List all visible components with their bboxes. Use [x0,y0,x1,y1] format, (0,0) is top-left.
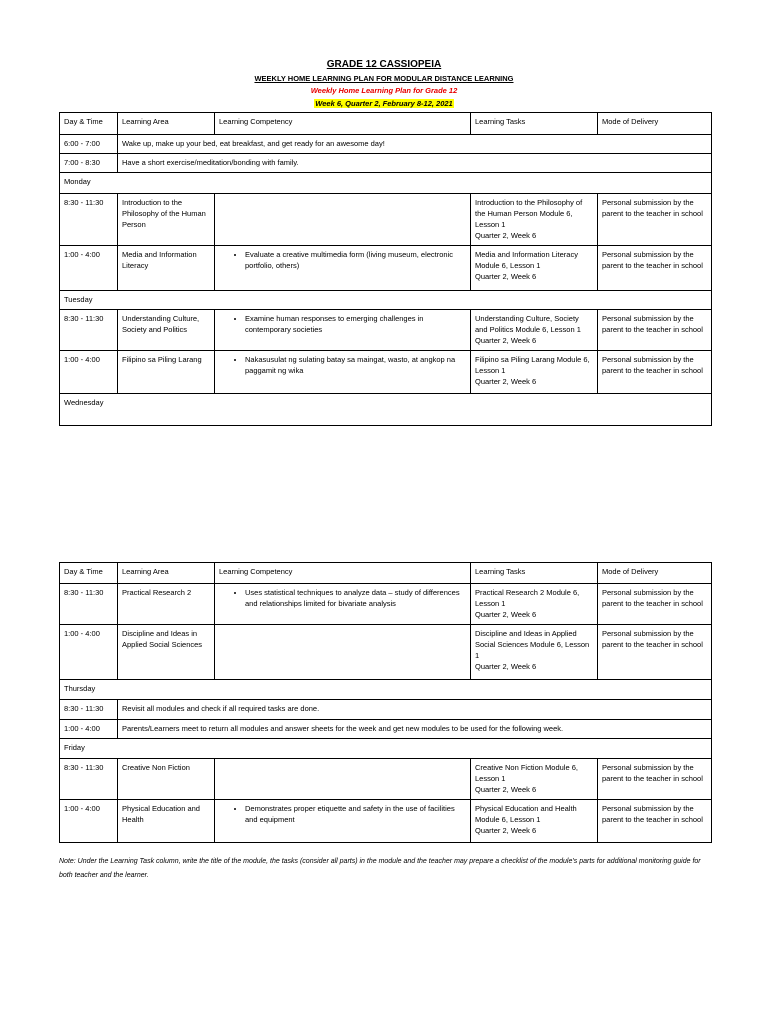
col-day-time: Day & Time [60,563,118,584]
plan-name: Weekly Home Learning Plan for Grade 12 [310,86,458,95]
task-cell [471,800,598,843]
competency-item: • Uses statistical techniques to analyze data – study of differences and relationships limited for bivariate analysis [245,587,466,609]
task-cell [471,584,598,625]
task-text: Physical Education and Health Module 6, Lesson 1 [475,804,577,824]
delivery-cell: Personal submission by the parent to the teacher in school [598,759,712,800]
time-cell: 1:00 - 4:00 [60,800,118,843]
table-row [60,246,712,291]
time-cell: 8:30 - 11:30 [60,194,118,246]
competency-cell [215,584,471,625]
day-row-thursday [60,680,712,700]
delivery-cell: Personal submission by the parent to the teacher in school [598,800,712,843]
task-quarter: Quarter 2, Week 6 [475,377,537,386]
competency-cell [215,625,471,680]
col-day-time: Day & Time [60,113,118,135]
col-learning-tasks: Learning Tasks [471,113,598,135]
task-text: Understanding Culture, Society and Politics Module 6, Lesson 1 [475,314,581,334]
page-title: GRADE 12 CASSIOPEIA [326,59,442,70]
task-cell [471,625,598,680]
competency-item: • Demonstrates proper etiquette and safety in the use of facilities and equipment [245,803,466,825]
table-row [60,700,712,720]
task-cell [471,351,598,394]
time-cell: 8:30 - 11:30 [60,759,118,800]
delivery-cell: Personal submission by the parent to the teacher in school [598,310,712,351]
day-row-tuesday [60,291,712,310]
task-text: Media and Information Literacy Module 6, Lesson 1 [475,250,578,270]
col-learning-competency: Learning Competency [215,113,471,135]
time-cell: 1:00 - 4:00 [60,720,118,739]
col-mode-of-delivery: Mode of Delivery [598,113,712,135]
table-row [60,759,712,800]
area-cell: Practical Research 2 [118,584,215,625]
routine-cell: Wake up, make up your bed, eat breakfast, and get ready for an awesome day! [118,135,712,154]
competency-cell [215,351,471,394]
day-label: Tuesday [60,291,712,310]
area-cell: Discipline and Ideas in Applied Social Sciences [118,625,215,680]
competency-item: • Evaluate a creative multimedia form (living museum, electronic portfolio, others) [245,249,466,271]
schedule-table-1 [59,112,712,426]
time-cell: 8:30 - 11:30 [60,700,118,720]
competency-cell [215,800,471,843]
competency-cell [215,246,471,291]
page-subtitle: WEEKLY HOME LEARNING PLAN FOR MODULAR DISTANCE LEARNING [254,74,514,83]
task-cell [471,246,598,291]
day-row-wednesday [60,394,712,426]
col-learning-area: Learning Area [118,563,215,584]
task-text: Practical Research 2 Module 6, Lesson 1 [475,588,580,608]
task-text: Introduction to the Philosophy of the Human Person Module 6, Lesson 1 [475,198,583,229]
task-cell [471,310,598,351]
day-row-monday [60,173,712,194]
competency-cell [215,194,471,246]
activity-cell: Revisit all modules and check if all required tasks are done. [118,700,712,720]
table-row [60,135,712,154]
competency-cell [215,310,471,351]
schedule-table-2 [59,562,712,843]
table-header-row [60,113,712,135]
task-cell [471,759,598,800]
table-row [60,584,712,625]
week-info-highlight: Week 6, Quarter 2, February 8-12, 2021 [315,99,453,108]
table-row [60,800,712,843]
day-label: Thursday [60,680,712,700]
delivery-cell: Personal submission by the parent to the teacher in school [598,584,712,625]
area-cell: Introduction to the Philosophy of the Human Person [118,194,215,246]
area-cell: Media and Information Literacy [118,246,215,291]
table-row [60,351,712,394]
table-header-row [60,563,712,584]
task-cell [471,194,598,246]
table-row [60,194,712,246]
table-row [60,310,712,351]
time-cell: 1:00 - 4:00 [60,246,118,291]
activity-cell: Parents/Learners meet to return all modules and answer sheets for the week and get new modules to be used for the following week. [118,720,712,739]
week-info [0,99,768,108]
table-row [60,720,712,739]
table-row [60,625,712,680]
competency-cell [215,759,471,800]
day-label: Wednesday [60,394,712,426]
delivery-cell: Personal submission by the parent to the teacher in school [598,246,712,291]
delivery-cell: Personal submission by the parent to the teacher in school [598,351,712,394]
task-quarter: Quarter 2, Week 6 [475,272,537,281]
area-cell: Understanding Culture, Society and Politics [118,310,215,351]
col-learning-tasks: Learning Tasks [471,563,598,584]
time-cell: 6:00 - 7:00 [60,135,118,154]
time-cell: 8:30 - 11:30 [60,310,118,351]
task-quarter: Quarter 2, Week 6 [475,610,537,619]
time-cell: 8:30 - 11:30 [60,584,118,625]
task-quarter: Quarter 2, Week 6 [475,785,537,794]
task-quarter: Quarter 2, Week 6 [475,662,537,671]
day-row-friday [60,739,712,759]
time-cell: 7:00 - 8:30 [60,154,118,173]
footnote: Note: Under the Learning Task column, write the title of the module, the tasks (consider all parts) in the module and the teacher may prepare a checklist of the module’s parts for additional monitoring guide for both teacher and the learner. [59,858,701,879]
competency-item: • Examine human responses to emerging challenges in contemporary societies [245,313,466,335]
task-text: Creative Non Fiction Module 6, Lesson 1 [475,763,578,783]
delivery-cell: Personal submission by the parent to the teacher in school [598,194,712,246]
col-mode-of-delivery: Mode of Delivery [598,563,712,584]
col-learning-competency: Learning Competency [215,563,471,584]
time-cell: 1:00 - 4:00 [60,625,118,680]
routine-cell: Have a short exercise/meditation/bonding with family. [118,154,712,173]
day-label: Friday [60,739,712,759]
task-text: Filipino sa Piling Larang Module 6, Lesson 1 [475,355,590,375]
area-cell: Creative Non Fiction [118,759,215,800]
competency-item: • Nakasusulat ng sulating batay sa maingat, wasto, at angkop na paggamit ng wika [245,354,466,376]
col-learning-area: Learning Area [118,113,215,135]
task-quarter: Quarter 2, Week 6 [475,826,537,835]
area-cell: Filipino sa Piling Larang [118,351,215,394]
area-cell: Physical Education and Health [118,800,215,843]
delivery-cell: Personal submission by the parent to the teacher in school [598,625,712,680]
table-row [60,154,712,173]
time-cell: 1:00 - 4:00 [60,351,118,394]
day-label: Monday [60,173,712,194]
task-text: Discipline and Ideas in Applied Social Sciences Module 6, Lesson 1 [475,629,590,660]
task-quarter: Quarter 2, Week 6 [475,231,537,240]
task-quarter: Quarter 2, Week 6 [475,336,537,345]
